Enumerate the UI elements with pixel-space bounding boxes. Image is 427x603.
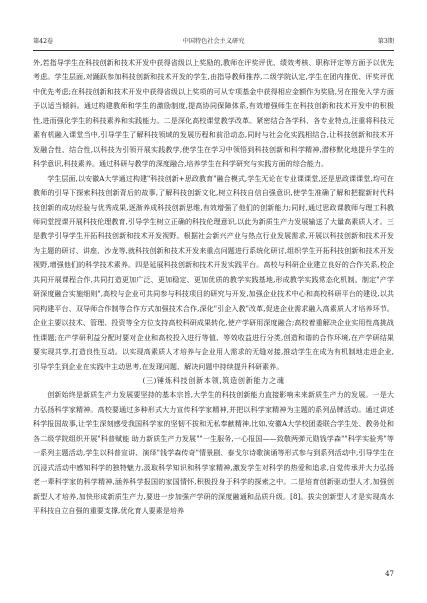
paragraph: 学生层面,以安徽A大学通过构建"科技创新+思政教育"融合模式,学生无论在专业课课堂,还是思政课课堂,均可在教师的引导下探索科技创新背后的故事,了解科技创新文化,树立科技自信自强意识,使学生准确了解和把握新时代科技创新的成功经验与优秀成果,逐渐养成科技创新思维,有效增强了他们的创新能力;同时,通过思政课教师与理工科教师同堂授课开展科技伦理教育,引导学生树立正确的科技伦理意识,以此为新质生产力发展输送了大量高素质人才。三是教学引导学生开拓科技创新和技术开发视野。根据社会新兴产业与热点行业发展需求,开展以科技创新和技术开发为主题的研讨、讲座、沙龙等,就科技创新和技术开发来重点问题进行系统化研讨,组织学生开拓科技创新和技术开发视野,增强他们的科学技术素养。四是延展科技创新和技术开发实践平台。高校与科研企业建立良好的合作关系,校企共同开展课程合作,共同打造更加广泛、更加稳定、更加优质的教学实践基地,形成教学实践常态化机制。制定"产学研深度融合实施细则",高校与企业可共同参与科技项目的研究与开发,加强企业技术中心和高校科研平台的建设,以共同构建平台、双导师合作制等合作方式加强技术合作,深化"引企入教"改革,促进企业需求融入高素质人才培养环节。企业主要以技术、管理、投资等全方位支持高校科研成果转化,使产学研用深度融合;高校着重解决企业实用性高挑战性课题;在产学研利益分配时要对企业和高校投入进行等值、等效收益进行分类,创造和谐的合作环境,在产学研结果要实现共享,打造良性互动。以实现高素质人才培养与企业用人需求的无缝对接,推动学生在成为有机制地走进企业,引导学生到企业在实践中主动思考,在发现问题、解决问题中持续提升科研素养。 <box>33 173 394 371</box>
section-heading: (三)锤炼科技创新本领,筑造创新能力之魂 <box>142 375 285 385</box>
paragraph: 外,若指导学生在科技创新和技术开发中获得省级以上奖励的,教师在评奖评优、绩效考核、职称评定等方面予以优先考虑。学生层面,对踊跃参加科技创新和技术开发的学生,由指导教师推荐,二级学院认定,学生在团内推优、评奖评优中优先考虑;在科技创新和技术开发中获得省级以上奖项的可从专项基金中获得相应金额作为奖励,另在推免入学方面予以适当倾斜。通过构建教师和学生的激励制度,提高协同保障体系,有效增强师生在科技创新和技术开发中的积极性,进而强化学生的科技素养和实践能力。二是深化高校课堂教学改革。紧密结合各学科、各专业特点,注重将科技元素有机融入课堂当中,引导学生了解科技领域的发展历程和前沿动态,同时与社会化实践相结合,让科技创新和技术开发融合性、结合性,以科技为引领开展实践教学,使学生在学习中领悟到科技创新和科学精神,潜移默化地提升学生的科学意识,科技素养。通过科研与教学的深度融合,培养学生在科学研究与实践方面的综合能力。 <box>33 58 394 169</box>
article-body <box>33 56 394 519</box>
journal-title: 中国特色社会主义研究 <box>182 38 245 45</box>
page-number: 47 <box>385 570 394 578</box>
header-divider <box>33 50 394 51</box>
volume-label: 第42卷 <box>33 38 54 45</box>
paragraph: 创新始终是新质生产力发展要坚持的基本宗旨,大学生的科技创新能力直接影响未来新质生产力的发展。一是大力弘扬科学家精神。高校要通过多种形式大力宣传科学家精神,并把以科学家精神为主题的系列品牌活动。通过讲述科学报国故事,让学生深刻感受我国科学家的坚韧不拔和无私奉献精神,比如,安徽A大学校团委联合学生处、教务处和各二级学院组织开展"科普赋能 助力新质生产力发展""一生服务,一心报国——致敬两弹元勋钱学森""科学实验秀"等一系列主题活动,学生以科普宣讲、演绎"钱学森传奇"情景剧、泰戈尔诗歌演诵等形式参与到系列活动中,引导学生在沉浸式活动中感知科学的独特魅力,汲取科学知识和科学家精神,激发学生对科学的热爱和追求,自觉传承并大力弘扬老一辈科学家的科学精神,涵养科学报国的家国情怀,积极投身于科学的探索之中。二是培育创新驱动型人才,加强创新型人才培养,加快形成新质生产力,要进一步加强产学研的深度融通和品质升级。[8]。拔尖创新型人才是实现高水平科技自立自强的重要支撑,优化育人要素是培养 <box>33 390 394 516</box>
running-header <box>33 36 394 48</box>
issue-label: 第3期 <box>377 38 394 45</box>
